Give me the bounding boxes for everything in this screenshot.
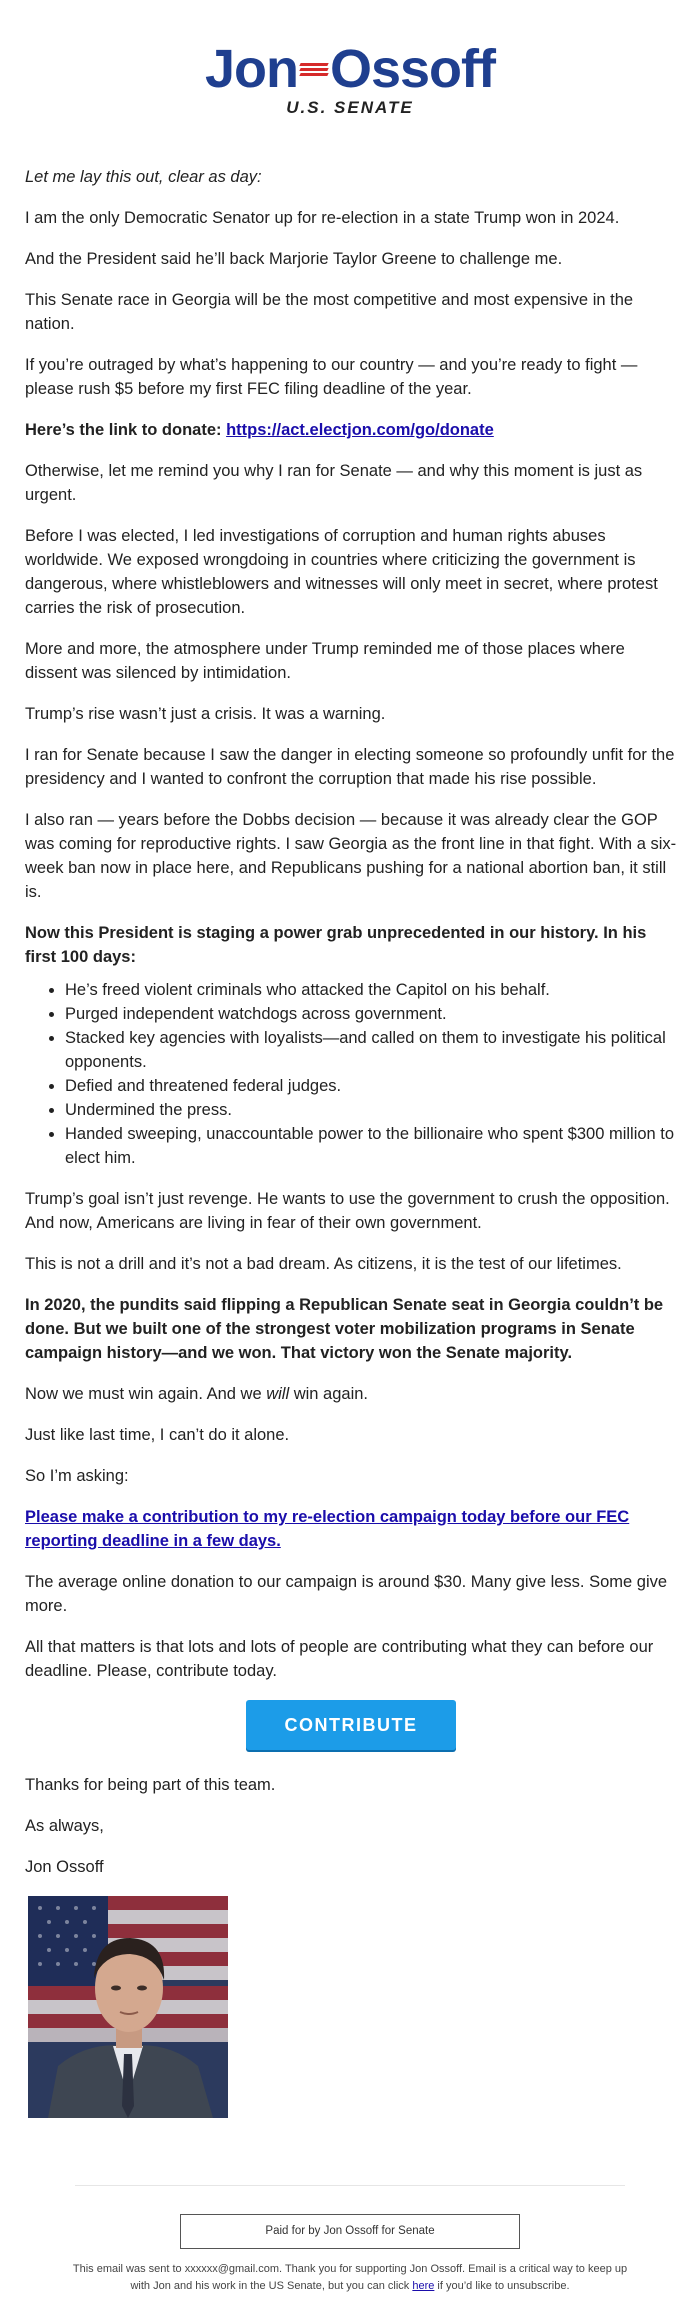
- list-item: • Purged independent watchdogs across government.: [65, 1002, 677, 1026]
- list-item: • Defied and threatened federal judges.: [65, 1074, 677, 1098]
- paragraph: All that matters is that lots and lots of people are contributing what they can before our deadline. Please, contribute today.: [25, 1638, 654, 1680]
- donate-line: [25, 418, 677, 442]
- paragraph: The average online donation to our campaign is around $30. Many give less. Some give more.: [25, 1573, 668, 1615]
- paragraph: If you’re outraged by what’s happening to our country — and you’re ready to fight — please rush $5 before my first FEC filing deadline of the year.: [25, 356, 638, 398]
- logo-stripes-icon: [300, 63, 328, 75]
- signature: Jon Ossoff: [25, 1858, 104, 1876]
- text-span: This email was sent to: [72, 2263, 185, 2275]
- paragraph: Thanks for being part of this team.: [25, 1776, 276, 1794]
- contribution-link[interactable]: Please make a contribution to my re-election campaign today before our FEC reporting deadline in a few days.: [25, 1508, 630, 1550]
- donate-link[interactable]: https://act.electjon.com/go/donate: [226, 421, 494, 439]
- paragraph: I am the only Democratic Senator up for re-election in a state Trump won in 2024.: [25, 209, 620, 227]
- paragraph: I also ran — years before the Dobbs decision — because it was already clear the GOP was coming for reproductive rights. I saw Georgia as the front line in that fight. With a six-week ban now in place here, and Republicans pushing for a national abortion ban, it still is.: [25, 811, 677, 901]
- paragraph: More and more, the atmosphere under Trump reminded me of those places where dissent was silenced by intimidation.: [25, 640, 625, 682]
- logo-wordmark: [205, 40, 495, 98]
- first-100-days-list: [25, 978, 677, 1170]
- power-grab-heading: Now this President is staging a power grab unprecedented in our history. In his first 100 days:: [25, 924, 647, 966]
- donate-label: Here’s the link to donate:: [25, 421, 227, 439]
- unsubscribe-link[interactable]: here: [412, 2280, 435, 2292]
- text-span: . Thank you for supporting Jon Ossoff. Email is a critical way to keep up with Jon and his work in the US Senate, but you can click: [130, 2263, 628, 2292]
- list-item: • He’s freed violent criminals who attacked the Capitol on his behalf.: [65, 978, 677, 1002]
- paragraph: Just like last time, I can’t do it alone.: [25, 1426, 290, 1444]
- text-span: win again.: [289, 1385, 369, 1403]
- contribute-button[interactable]: CONTRIBUTE: [246, 1700, 456, 1750]
- candidate-photo: [28, 1896, 228, 2118]
- paragraph: As always,: [25, 1817, 104, 1835]
- text-span: if you’d like to unsubscribe.: [434, 2280, 570, 2292]
- recipient-email: xxxxxx@gmail.com: [184, 2263, 280, 2275]
- logo-last-name: Ossoff: [329, 39, 496, 99]
- paid-for-box: Paid for by Jon Ossoff for Senate: [180, 2214, 520, 2249]
- list-item: • Handed sweeping, unaccountable power to the billionaire who spent $300 million to elect him.: [65, 1122, 677, 1170]
- paragraph: And the President said he’ll back Marjorie Taylor Greene to challenge me.: [25, 250, 563, 268]
- paragraph: Otherwise, let me remind you why I ran for Senate — and why this moment is just as urgent.: [25, 462, 643, 504]
- paragraph: I ran for Senate because I saw the danger in electing someone so profoundly unfit for the presidency and I wanted to confront the corruption that made his rise possible.: [25, 746, 675, 788]
- logo-subtitle: U.S. SENATE: [286, 98, 414, 117]
- text-span: Now we must win again. And we: [25, 1385, 267, 1403]
- paragraph: [25, 1382, 677, 1406]
- paragraph: This is not a drill and it’s not a bad dream. As citizens, it is the test of our lifetimes.: [25, 1255, 622, 1273]
- email-body: [25, 165, 677, 2118]
- contribution-link-line: [25, 1505, 677, 1553]
- campaign-logo: [0, 40, 700, 118]
- intro-line: Let me lay this out, clear as day:: [25, 168, 262, 186]
- footer-divider: [75, 2185, 625, 2186]
- paragraph: So I’m asking:: [25, 1467, 129, 1485]
- footer-disclaimer: [70, 2261, 630, 2295]
- list-item: • Stacked key agencies with loyalists—and called on them to investigate his political opponents.: [65, 1026, 677, 1074]
- list-item: • Undermined the press.: [65, 1098, 677, 1122]
- paragraph: This Senate race in Georgia will be the most competitive and most expensive in the nation.: [25, 291, 634, 333]
- paragraph: Trump’s goal isn’t just revenge. He wants to use the government to crush the opposition. And now, Americans are living in fear of their own government.: [25, 1190, 670, 1232]
- emphasis: will: [266, 1385, 290, 1403]
- paragraph: Before I was elected, I led investigations of corruption and human rights abuses worldwide. We exposed wrongdoing in countries where criticizing the government is dangerous, where whistleblowers and witnesses will only meet in secret, where protest carries the risk of prosecution.: [25, 527, 658, 617]
- logo-first-name: Jon: [204, 39, 298, 99]
- paragraph: Trump’s rise wasn’t just a crisis. It was a warning.: [25, 705, 386, 723]
- paragraph-2020: In 2020, the pundits said flipping a Republican Senate seat in Georgia couldn’t be done. But we built one of the strongest voter mobilization programs in Senate campaign history—and we won. That victory won the Senate majority.: [25, 1296, 664, 1362]
- candidate-portrait-image: [28, 1896, 228, 2118]
